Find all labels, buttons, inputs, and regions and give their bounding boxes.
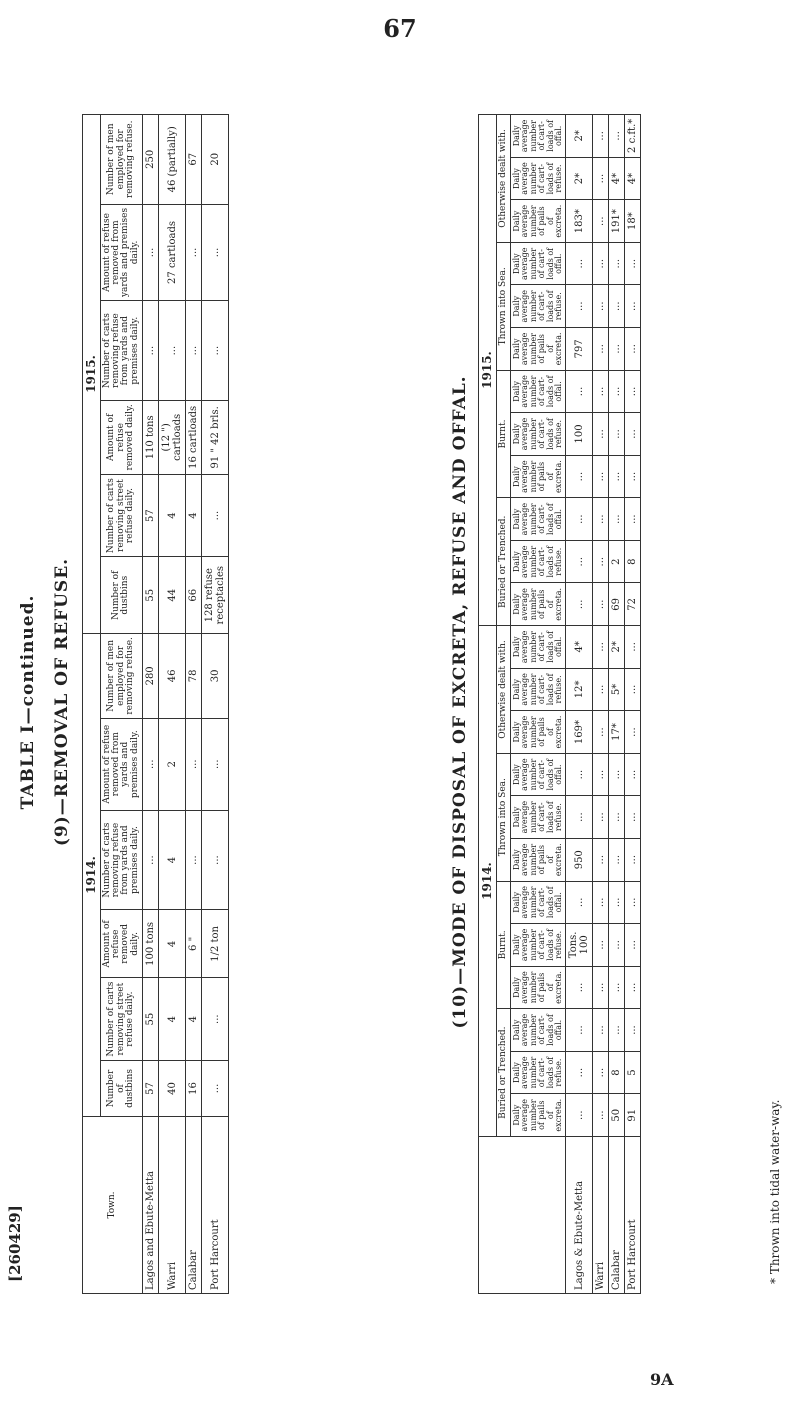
value-cell: 78 [186,634,202,719]
disposal-subcol-header: Daily average number of cart-loads of refuse. [511,540,566,583]
value-cell: ... [609,881,625,923]
table-code: [260429] [6,1205,24,1282]
value-cell: ... [566,370,593,412]
value-cell: ... [625,966,641,1009]
value-cell: ... [593,838,609,881]
value-cell: ... [625,796,641,839]
value-cell: 169* [566,711,593,754]
value-cell: ... [566,1009,593,1051]
value-cell: ... [609,796,625,839]
disposal-subcol-header: Daily average number of cart-loads of offal. [511,753,566,795]
value-cell: ... [625,711,641,754]
value-cell: ... [593,285,609,328]
removal-col-header: Amount of refuse removed daily. [100,400,143,474]
value-cell: 91 " 42 brls. [202,400,229,474]
value-cell: 2 c.ft.* [625,115,641,158]
town-cell: Lagos and Ebute-Metta [143,1117,159,1294]
table-row [143,115,159,1294]
value-cell: ... [609,413,625,456]
value-cell: 8 [609,1051,625,1094]
value-cell: 100 [566,413,593,456]
value-cell: ... [143,810,159,910]
year-1914-header: 1914. [83,634,101,1117]
removal-col-header: Number of carts removing refuse from yards and premises daily. [100,810,143,910]
disposal-subcol-header: Daily average number of pails of excreta. [511,838,566,881]
value-cell: ... [593,1051,609,1094]
removal-col-header: Number of men employed for removing refuse. [100,634,143,719]
value-cell: ... [593,668,609,711]
value-cell: ... [609,1009,625,1051]
value-cell: 110 tons [143,400,159,474]
value-cell: ... [625,753,641,795]
disposal-subcol-header: Daily average number of cart-loads of offal. [511,498,566,540]
value-cell: 66 [186,557,202,634]
value-cell: ... [143,301,159,401]
value-cell: ... [202,1060,229,1116]
value-cell: 2 [609,540,625,583]
value-cell: ... [593,540,609,583]
removal-col-header: Number of dustbins [100,1060,143,1116]
value-cell: ... [186,718,202,810]
town-header: Town. [83,1117,143,1294]
table-title: TABLE I—continued. [18,594,38,810]
value-cell: 44 [159,557,186,634]
town-cell: Port Harcourt [625,1137,641,1294]
value-cell: ... [566,540,593,583]
value-cell: ... [202,474,229,557]
value-cell: 4* [566,626,593,668]
value-cell: 20 [202,115,229,205]
removal-col-header: Number of carts removing street refuse daily. [100,474,143,557]
table-row [566,115,593,1294]
value-cell: 67 [186,115,202,205]
value-cell: ... [609,924,625,967]
disposal-group-header: Buried or Trenched. [496,498,510,626]
value-cell: ... [186,301,202,401]
value-cell: ... [593,1094,609,1137]
value-cell: ... [609,838,625,881]
disposal-subcol-header: Daily average number of cart-loads of offal. [511,1009,566,1051]
value-cell: ... [625,242,641,284]
value-cell: ... [625,370,641,412]
value-cell: ... [609,455,625,498]
value-cell: 55 [143,978,159,1061]
value-cell: ... [593,796,609,839]
removal-col-header: Amount of refuse removed daily. [100,910,143,978]
value-cell: 1/2 ton [202,910,229,978]
disposal-subcol-header: Daily average number of cart-loads of refuse. [511,924,566,967]
value-cell: ... [625,413,641,456]
disposal-group-header: Thrown into Sea. [496,753,510,881]
removal-title: (9)—REMOVAL OF REFUSE. [52,557,72,847]
disposal-subcol-header: Daily average number of pails of excreta. [511,1094,566,1137]
value-cell: 69 [609,583,625,626]
removal-col-header: Number of men employed for removing refuse. [100,115,143,205]
value-cell: ... [566,1051,593,1094]
corner-label: 9A [650,1370,674,1389]
value-cell: 57 [143,1060,159,1116]
value-cell: 16 cartloads [186,400,202,474]
value-cell: 18* [625,200,641,243]
value-cell: ... [566,285,593,328]
value-cell: ... [593,1009,609,1051]
value-cell: 2* [566,157,593,200]
value-cell: ... [593,413,609,456]
value-cell: 4* [625,157,641,200]
value-cell: ... [625,881,641,923]
value-cell: ... [593,200,609,243]
disposal-year-1914: 1914. [479,626,497,1137]
removal-table [82,114,229,1294]
value-cell: ... [593,711,609,754]
value-cell: 4 [159,910,186,978]
disposal-group-header: Buried or Trenched. [496,1009,510,1137]
disposal-group-header: Burnt. [496,881,510,1009]
removal-col-header: Amount of refuse removed from yards and premises daily. [100,718,143,810]
value-cell: 8 [625,540,641,583]
disposal-group-header: Burnt. [496,370,510,498]
town-cell: Port Harcourt [202,1117,229,1294]
value-cell: 2* [566,115,593,158]
table-row [625,115,641,1294]
disposal-title: (10)—MODE OF DISPOSAL OF EXCRETA, REFUSE AND OFFAL. [450,375,470,1029]
value-cell: Tons. 100 [566,924,593,967]
value-cell: 4 [159,810,186,910]
value-cell: ... [609,370,625,412]
disposal-subcol-header: Daily average number of pails of excreta. [511,200,566,243]
value-cell: 50 [609,1094,625,1137]
value-cell: ... [143,204,159,301]
value-cell: 5 [625,1051,641,1094]
value-cell: ... [566,583,593,626]
value-cell: ... [625,455,641,498]
disposal-subcol-header: Daily average number of pails of excreta. [511,583,566,626]
value-cell: ... [566,1094,593,1137]
table-row [186,115,202,1294]
value-cell: ... [609,753,625,795]
disposal-year-1915: 1915. [479,115,497,626]
town-cell: Lagos & Ebute-Metta [566,1137,593,1294]
value-cell: ... [202,978,229,1061]
value-cell: 2* [609,626,625,668]
value-cell: 55 [143,557,159,634]
value-cell: 5* [609,668,625,711]
value-cell: 4* [609,157,625,200]
value-cell: 91 [625,1094,641,1137]
disposal-subcol-header: Daily average number of cart-loads of refuse. [511,285,566,328]
value-cell: ... [202,301,229,401]
disposal-subcol-header: Daily average number of cart-loads of offal. [511,626,566,668]
value-cell: ... [186,810,202,910]
value-cell: 280 [143,634,159,719]
value-cell: ... [202,810,229,910]
value-cell: ... [625,668,641,711]
value-cell: ... [593,924,609,967]
value-cell: 797 [566,328,593,371]
value-cell: 12* [566,668,593,711]
value-cell: ... [566,966,593,1009]
disposal-subcol-header: Daily average number of cart-loads of offal. [511,115,566,158]
value-cell: 4 [186,978,202,1061]
value-cell: 183* [566,200,593,243]
disposal-group-header: Thrown into Sea. [496,242,510,370]
value-cell: 4 [159,474,186,557]
disposal-group-header: Otherwise dealt with. [496,115,510,243]
town-cell: Warri [593,1137,609,1294]
value-cell: ... [566,455,593,498]
value-cell: 191* [609,200,625,243]
value-cell: ... [593,966,609,1009]
value-cell: ... [566,753,593,795]
town-cell: Warri [159,1117,186,1294]
value-cell: ... [625,498,641,540]
value-cell: ... [625,328,641,371]
town-cell: Calabar [609,1137,625,1294]
value-cell: ... [593,881,609,923]
value-cell: 2 [159,718,186,810]
value-cell: ... [609,115,625,158]
value-cell: ... [593,753,609,795]
value-cell: 46 [159,634,186,719]
table-row [159,115,186,1294]
value-cell: ... [625,285,641,328]
disposal-town-header [479,1137,566,1294]
disposal-subcol-header: Daily average number of cart-loads of refuse. [511,157,566,200]
value-cell: ... [609,498,625,540]
disposal-subcol-header: Daily average number of pails of excreta. [511,711,566,754]
value-cell: ... [593,583,609,626]
value-cell: ... [593,157,609,200]
value-cell: 6 " [186,910,202,978]
value-cell: ... [625,1009,641,1051]
value-cell: 16 [186,1060,202,1116]
value-cell: ... [609,242,625,284]
removal-col-header: Amount of refuse removed from yards and premises daily. [100,204,143,301]
value-cell: ... [566,242,593,284]
value-cell: 17* [609,711,625,754]
value-cell: 30 [202,634,229,719]
value-cell: ... [202,204,229,301]
value-cell: 40 [159,1060,186,1116]
value-cell: ... [609,328,625,371]
value-cell: 72 [625,583,641,626]
value-cell: ... [593,115,609,158]
disposal-table [478,114,641,1294]
value-cell: ... [143,718,159,810]
value-cell: 100 tons [143,910,159,978]
value-cell: ... [625,626,641,668]
disposal-subcol-header: Daily average number of pails of excreta. [511,328,566,371]
removal-col-header: Number of carts removing street refuse daily. [100,978,143,1061]
removal-col-header: Number of carts removing refuse from yards and premises daily. [100,301,143,401]
value-cell: ... [202,718,229,810]
value-cell: ... [566,498,593,540]
value-cell: ... [609,285,625,328]
table-row [593,115,609,1294]
value-cell: 950 [566,838,593,881]
value-cell: ... [566,881,593,923]
page-number: 67 [383,14,417,43]
disposal-subcol-header: Daily average number of pails of excreta. [511,966,566,1009]
value-cell: ... [609,966,625,1009]
town-cell: Calabar [186,1117,202,1294]
value-cell: ... [593,498,609,540]
value-cell: ... [593,626,609,668]
disposal-subcol-header: Daily average number of cart-loads of refuse. [511,668,566,711]
disposal-subcol-header: Daily average number of cart-loads of offal. [511,242,566,284]
value-cell: 128 refuse receptacles [202,557,229,634]
value-cell: 27 cartloads [159,204,186,301]
disposal-subcol-header: Daily average number of cart-loads of offal. [511,881,566,923]
value-cell: ... [625,838,641,881]
value-cell: 46 (partially) [159,115,186,205]
value-cell: 4 [186,474,202,557]
table-row [202,115,229,1294]
value-cell: 57 [143,474,159,557]
footnote: * Thrown into tidal water-way. [768,1099,782,1284]
value-cell: 4 [159,978,186,1061]
value-cell: ... [625,924,641,967]
disposal-subcol-header: Daily average number of cart-loads of refuse. [511,796,566,839]
disposal-subcol-header: Daily average number of cart-loads of refuse. [511,1051,566,1094]
year-1915-header: 1915. [83,115,101,634]
value-cell: 250 [143,115,159,205]
value-cell: ... [593,328,609,371]
value-cell: ... [566,796,593,839]
disposal-subcol-header: Daily average number of cart-loads of refuse. [511,413,566,456]
removal-col-header: Number of dustbins [100,557,143,634]
value-cell: ... [186,204,202,301]
value-cell: ... [159,301,186,401]
disposal-subcol-header: Daily average number of pails of excreta. [511,455,566,498]
value-cell: ... [593,370,609,412]
value-cell: ... [593,455,609,498]
table-row [609,115,625,1294]
disposal-subcol-header: Daily average number of cart-loads of offal. [511,370,566,412]
value-cell: ... [593,242,609,284]
disposal-group-header: Otherwise dealt with. [496,626,510,754]
value-cell: (12 ") cartloads [159,400,186,474]
